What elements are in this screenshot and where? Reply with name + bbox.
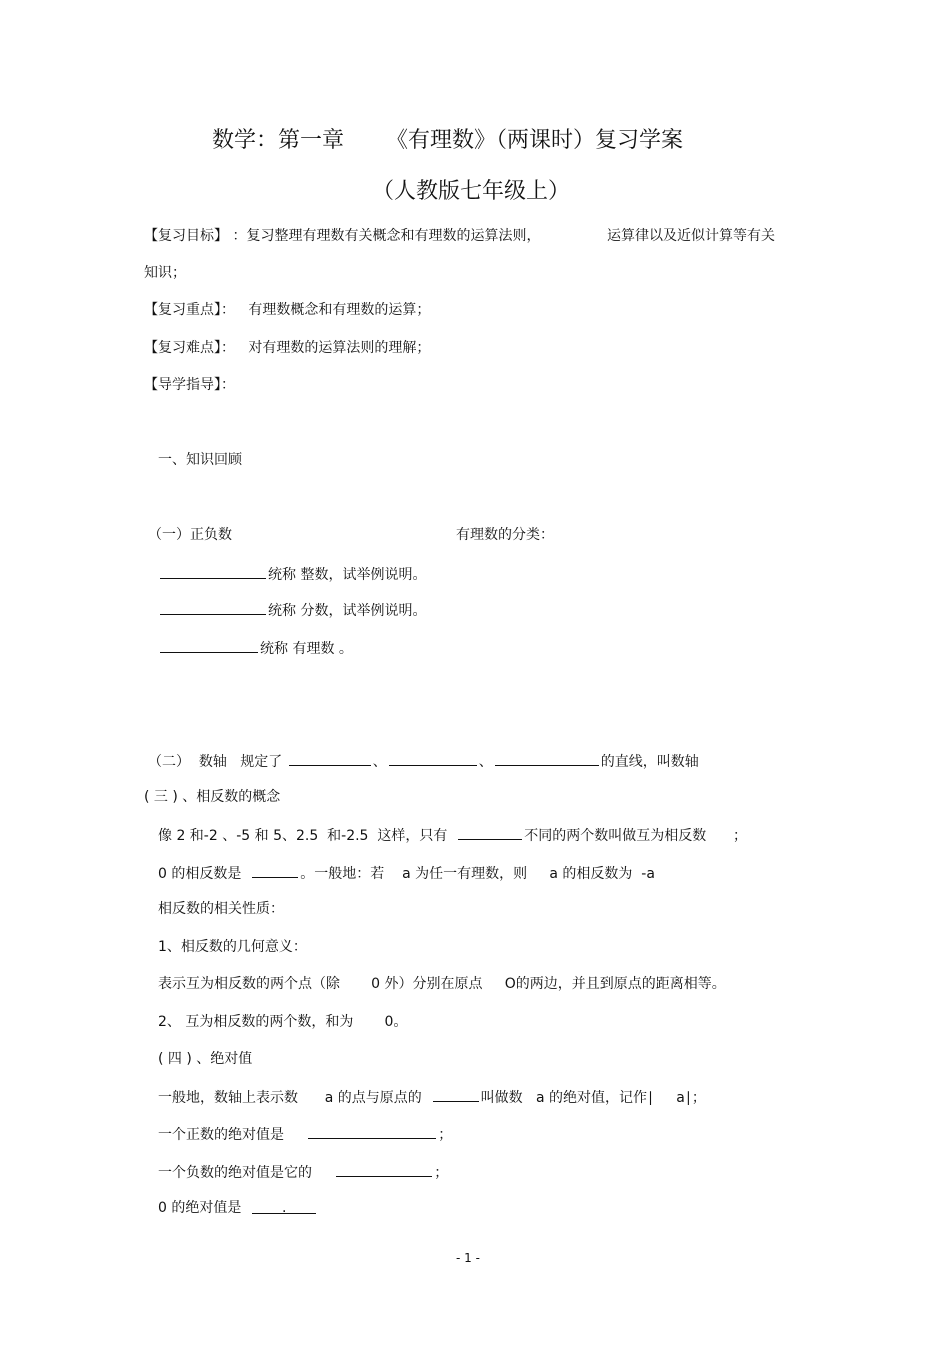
doc-subtitle: （人教版七年级上） — [372, 179, 571, 204]
abs-blank-4[interactable]: . — [252, 1199, 316, 1214]
number-axis-line: （二） 数轴 规定了 、 、 的直线，叫数轴 — [148, 751, 699, 771]
abs-positive-line: 一个正数的绝对值是 ； — [158, 1124, 452, 1144]
rational-line: 统称 有理数 。 — [158, 638, 353, 658]
opposite-geo-text: 表示互为相反数的两个点（除 0 外）分别在原点 O的两边，并且到原点的距离相等。 — [158, 976, 726, 992]
goal-text-end: 知识； — [144, 265, 186, 281]
goal-text: ：复习整理有理数有关概念和有理数的运算法则， — [232, 228, 541, 244]
opposite-geo: 1、相反数的几何意义： — [158, 939, 307, 955]
axis-blank-1[interactable] — [289, 751, 371, 766]
hard-text: 对有理数的运算法则的理解； — [248, 340, 431, 356]
key-label: 【复习重点】： — [144, 302, 235, 318]
page-number: - 1 - — [456, 1251, 480, 1265]
abs-blank-1[interactable] — [433, 1087, 479, 1102]
abs-def-line: 一般地，数轴上表示数 a 的点与原点的 叫做数 a 的绝对值，记作∣ a∣； — [158, 1087, 706, 1107]
rational-blank[interactable] — [160, 638, 258, 653]
integer-blank[interactable] — [160, 564, 266, 579]
abs-blank-3[interactable] — [336, 1162, 432, 1177]
abs-blank-2[interactable] — [308, 1124, 436, 1139]
goal-text-continued: 运算律以及近似计算等有关 — [607, 228, 775, 244]
axis-blank-3[interactable] — [495, 751, 599, 766]
key-line — [144, 301, 430, 319]
section4-heading: ( 四 ) 、绝对值 — [158, 1051, 253, 1067]
integer-line: 统称 整数，试举例说明。 — [158, 564, 426, 584]
section1-sub1: （一）正负数 — [148, 527, 232, 543]
section1-heading: 一、知识回顾 — [158, 452, 242, 468]
fraction-line: 统称 分数，试举例说明。 — [158, 600, 426, 620]
abs-zero-line: 0 的绝对值是 . — [158, 1199, 318, 1217]
axis-blank-2[interactable] — [389, 751, 477, 766]
opposite-blank-2[interactable] — [252, 863, 298, 878]
hard-label: 【复习难点】： — [144, 340, 235, 356]
hard-line — [144, 339, 430, 357]
opposite-blank-1[interactable] — [458, 825, 522, 840]
opposite-def-line: 像 2 和-2 、-5 和 5、2.5 和-2.5 这样，只有 不同的两个数叫做互为相反数 ； — [158, 825, 747, 845]
section3-heading: ( 三 ) 、相反数的概念 — [144, 789, 281, 805]
fraction-blank[interactable] — [160, 600, 266, 615]
guide-label: 【导学指导】： — [144, 377, 235, 393]
classify-label: 有理数的分类： — [456, 527, 554, 543]
doc-title-left: 数学：第一章 — [212, 128, 345, 153]
key-text: 有理数概念和有理数的运算； — [248, 302, 431, 318]
doc-title-right: 《有理数》（两课时）复习学案 — [386, 128, 684, 153]
goal-label: 【复习目标】 — [144, 228, 228, 244]
opposite-zero-line: 0 的相反数是 。一般地：若 a 为任一有理数，则 a 的相反数为 -a — [158, 863, 655, 883]
goal-line — [144, 227, 540, 245]
abs-negative-line: 一个负数的绝对值是它的 ； — [158, 1162, 448, 1182]
opposite-props: 相反数的相关性质： — [158, 901, 284, 917]
opposite-sum: 2、 互为相反数的两个数，和为 0。 — [158, 1014, 408, 1030]
